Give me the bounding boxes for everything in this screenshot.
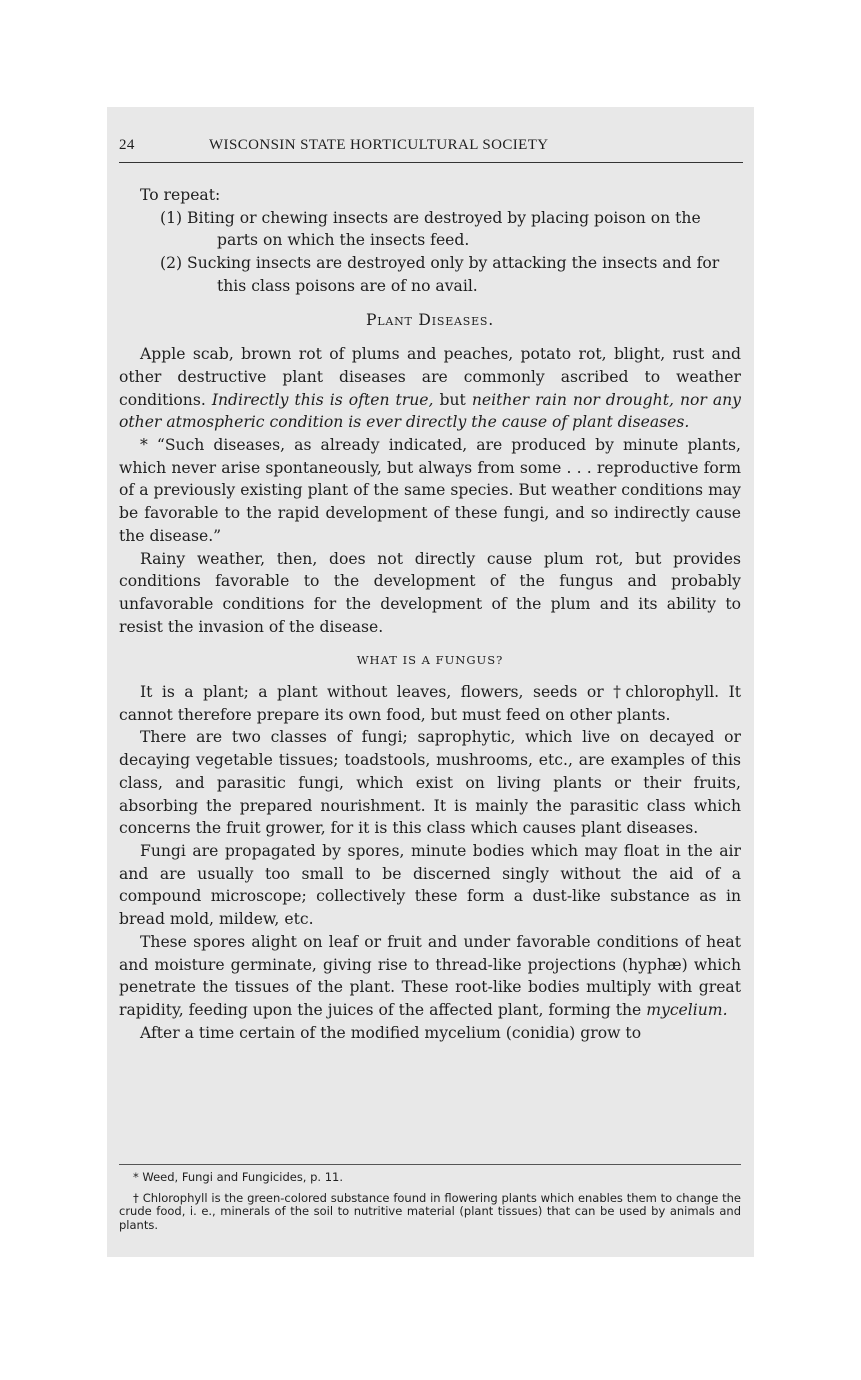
- paragraph-rainy-weather: Rainy weather, then, does not directly cause plum rot, but provides conditions favorable to the development of the fungus and probably unfavorable conditions for the development of the plum and its ability to resist the invasion of the disease.: [119, 549, 741, 636]
- section-heading-fungus: WHAT IS A FUNGUS?: [356, 653, 504, 668]
- footnote-2: † Chlorophyll is the green-colored substance found in flowering plants which enables them to change the crude food, i. e., minerals of the soil to nutritive material (plant tissues) that can be used by animals and plants.: [119, 1190, 741, 1232]
- paragraph-fungus-definition: It is a plant; a plant without leaves, flowers, seeds or †chlorophyll. It cannot therefore prepare its own food, but must feed on other plants.: [119, 683, 741, 724]
- para7-italic: mycelium.: [646, 1000, 728, 1019]
- footnote-1: * Weed, Fungi and Fungicides, p. 11.: [133, 1170, 344, 1184]
- para1-text: Apple scab, brown rot of plums and peaches, potato rot, blight, rust and other destructive plant diseases are commonly ascribed to weather conditions.: [119, 345, 741, 409]
- paragraph-quote: * “Such diseases, as already indicated, are produced by minute plants, which never arise spontaneously, but always from some . . . reproductive form of a previously existing plant of the same species. But weather conditions may be favorable to the rapid development of these fungi, and so indirectly cause the disease.”: [119, 436, 741, 545]
- page-header: [119, 137, 745, 159]
- footnote-rule: [119, 1164, 741, 1165]
- paragraph-germination: [119, 931, 741, 1022]
- body-text: [119, 184, 741, 1044]
- page-number: 24: [119, 137, 135, 153]
- section-heading-plant-diseases: Plant Diseases.: [365, 310, 495, 329]
- para1-italic-a: Indirectly this is often true,: [211, 390, 434, 409]
- paragraph-fungi-classes: There are two classes of fungi; saprophytic, which live on decayed or decaying vegetable tissues; toadstools, mushrooms, etc., are examples of this class, and parasitic fungi, which exist on living plants or their fruits, absorbing the prepared nourishment. It is mainly the parasitic class which concerns the fruit grower, for it is this class which causes plant diseases.: [119, 728, 741, 838]
- para1-italic-b: neither rain nor drought, nor any other atmospheric condition is ever directly the cause of plant diseases.: [119, 390, 741, 432]
- list-item-1: (1) Biting or chewing insects are destroyed by placing poison on the parts on which the insects feed.: [160, 208, 701, 250]
- header-rule: [119, 162, 743, 163]
- paragraph-conidia: After a time certain of the modified mycelium (conidia) grow to: [140, 1023, 642, 1042]
- paragraph-spores: Fungi are propagated by spores, minute bodies which may float in the air and are usually too small to be discerned singly without the aid of a compound microscope; collectively these form a dust-like substance as in bread mold, mildew, etc.: [119, 841, 741, 929]
- para7-text: These spores alight on leaf or fruit and under favorable conditions of heat and moisture germinate, giving rise to thread-like projections (hyphæ) which penetrate the tissues of the plant. These root-like bodies multiply with great rapidity, feeding upon the juices of the affected plant, forming the: [119, 932, 741, 1019]
- intro-line: To repeat:: [140, 186, 221, 204]
- para1-mid: but: [433, 390, 472, 409]
- running-title: WISCONSIN STATE HORTICULTURAL SOCIETY: [209, 137, 549, 153]
- footnotes: [119, 1171, 741, 1232]
- scanned-page: [107, 107, 754, 1257]
- list-item-2: (2) Sucking insects are destroyed only by attacking the insects and for this class poisons are of no avail.: [160, 254, 720, 295]
- paragraph-plant-diseases: [119, 343, 741, 434]
